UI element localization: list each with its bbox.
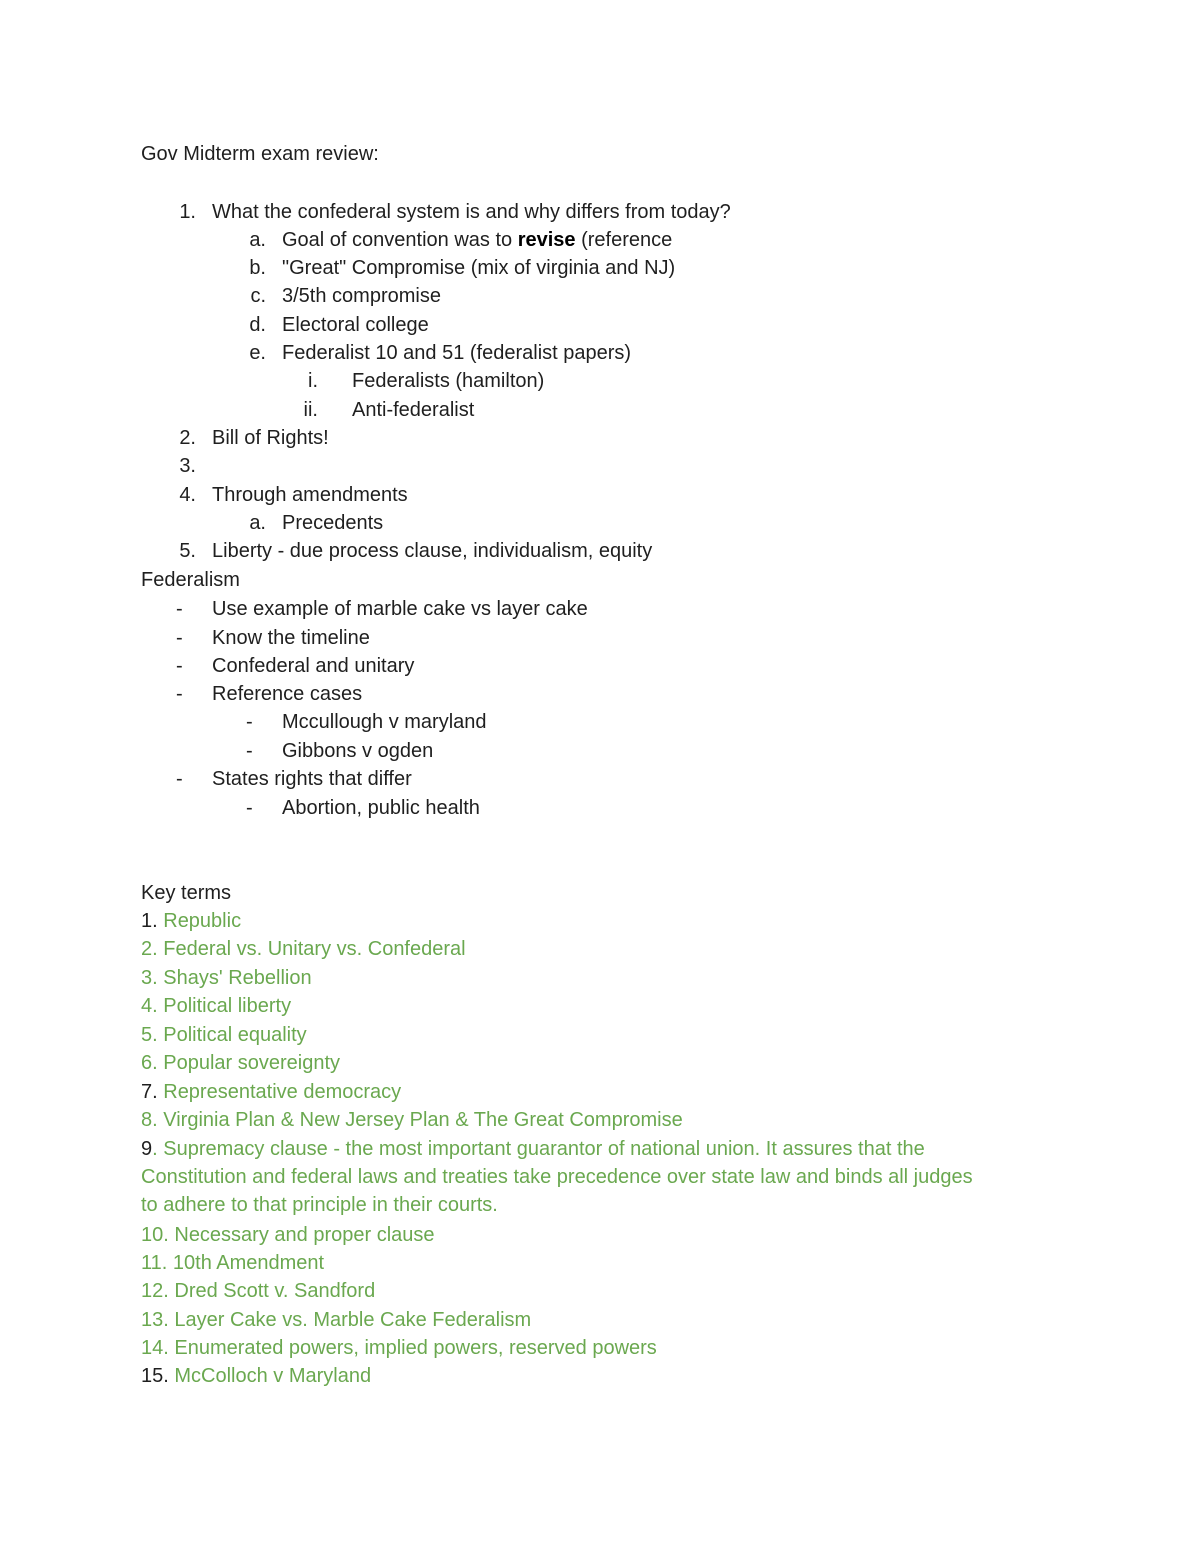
key-term-text: Enumerated powers, implied powers, reserved powers: [168, 1337, 657, 1359]
key-term-number: 11.: [141, 1252, 168, 1274]
list-marker: i.: [308, 370, 318, 392]
key-term-number: 9: [141, 1138, 153, 1160]
key-term-number: 5.: [141, 1024, 158, 1046]
key-term-number: 10.: [141, 1224, 169, 1246]
key-term-text: Necessary and proper clause: [168, 1224, 435, 1246]
key-term-text: Republic: [157, 910, 242, 932]
key-term-text: Representative democracy: [157, 1081, 402, 1103]
list-item: Liberty - due process clause, individualism, equity: [212, 540, 653, 562]
bold-word: revise: [517, 229, 576, 251]
dash-bullet: -: [246, 711, 253, 733]
key-term: [141, 1137, 925, 1161]
dash-bullet: -: [176, 627, 183, 649]
key-term-number: 3.: [141, 967, 158, 989]
dash-bullet: -: [176, 768, 183, 790]
key-term-number: 12.: [141, 1280, 169, 1302]
list-item: Abortion, public health: [282, 797, 480, 819]
key-term-text: . Supremacy clause - the most important guarantor of national union. It assures that the: [152, 1138, 925, 1160]
key-term-continued: to adhere to that principle in their courts.: [141, 1194, 498, 1216]
list-item: Through amendments: [212, 484, 408, 506]
list-marker: 5.: [179, 540, 196, 562]
key-term-continued: Constitution and federal laws and treaties take precedence over state law and binds all judges: [141, 1166, 973, 1188]
dash-bullet: -: [176, 683, 183, 705]
list-marker: e.: [249, 342, 266, 364]
key-term: [141, 1364, 371, 1388]
list-marker: 3.: [179, 455, 196, 477]
key-term-number: 7.: [141, 1081, 158, 1103]
list-marker: ii.: [303, 399, 318, 421]
key-term-number: 13.: [141, 1309, 169, 1331]
list-marker: 1.: [179, 201, 196, 223]
list-item: Use example of marble cake vs layer cake: [212, 598, 588, 620]
list-item: Bill of Rights!: [212, 427, 329, 449]
list-item: Reference cases: [212, 683, 363, 705]
list-item: 3/5th compromise: [282, 285, 441, 307]
key-term-number: 6.: [141, 1052, 158, 1074]
list-marker: a.: [249, 512, 266, 534]
list-item: Gibbons v ogden: [282, 740, 434, 762]
key-term-number: 15.: [141, 1365, 169, 1387]
key-term: [141, 1336, 657, 1360]
dash-bullet: -: [176, 655, 183, 677]
dash-bullet: -: [246, 797, 253, 819]
list-item: "Great" Compromise (mix of virginia and NJ): [282, 257, 676, 279]
list-item: States rights that differ: [212, 768, 412, 790]
list-item: Federalist 10 and 51 (federalist papers): [282, 342, 632, 364]
dash-bullet: -: [246, 740, 253, 762]
key-term-text: Shays' Rebellion: [157, 967, 312, 989]
list-item: What the confederal system is and why differs from today?: [212, 201, 731, 223]
key-term: [141, 1251, 324, 1275]
list-marker: b.: [249, 257, 266, 279]
dash-bullet: -: [176, 598, 183, 620]
list-item: Goal of convention was to revise (reference: [282, 229, 673, 251]
key-term-text: Popular sovereignty: [157, 1052, 341, 1074]
key-term: [141, 1023, 307, 1047]
key-term-text: McColloch v Maryland: [168, 1365, 372, 1387]
list-marker: c.: [250, 285, 266, 307]
key-term: [141, 994, 291, 1018]
key-term-number: 4.: [141, 995, 158, 1017]
key-term: [141, 1108, 683, 1132]
list-item: Know the timeline: [212, 627, 370, 649]
list-marker: a.: [249, 229, 266, 251]
list-marker: 2.: [179, 427, 196, 449]
key-term-number: 8.: [141, 1109, 158, 1131]
list-marker: 4.: [179, 484, 196, 506]
key-term-text: Political equality: [157, 1024, 307, 1046]
key-term-text: Dred Scott v. Sandford: [168, 1280, 376, 1302]
key-term: [141, 966, 312, 990]
list-item: Anti-federalist: [352, 399, 475, 421]
key-term-text: Layer Cake vs. Marble Cake Federalism: [168, 1309, 532, 1331]
key-term: [141, 1051, 340, 1075]
list-marker: d.: [249, 314, 266, 336]
key-term-text: 10th Amendment: [167, 1252, 325, 1274]
key-term: [141, 1223, 435, 1247]
key-term: [141, 1279, 375, 1303]
key-term-number: 14.: [141, 1337, 169, 1359]
section-heading: Federalism: [141, 569, 240, 591]
key-term-number: 2.: [141, 938, 158, 960]
key-term-number: 1.: [141, 910, 158, 932]
list-item: Electoral college: [282, 314, 429, 336]
document-title: Gov Midterm exam review:: [141, 143, 379, 165]
list-item: Federalists (hamilton): [352, 370, 545, 392]
key-term: [141, 1080, 401, 1104]
key-term: [141, 1308, 531, 1332]
list-item: Precedents: [282, 512, 384, 534]
key-term: [141, 909, 241, 933]
key-term-text: Virginia Plan & New Jersey Plan & The Great Compromise: [157, 1109, 683, 1131]
list-item: Mccullough v maryland: [282, 711, 487, 733]
list-item: Confederal and unitary: [212, 655, 415, 677]
key-term-text: Federal vs. Unitary vs. Confederal: [157, 938, 466, 960]
key-term-text: Political liberty: [157, 995, 292, 1017]
section-heading: Key terms: [141, 882, 232, 904]
key-term: [141, 937, 466, 961]
